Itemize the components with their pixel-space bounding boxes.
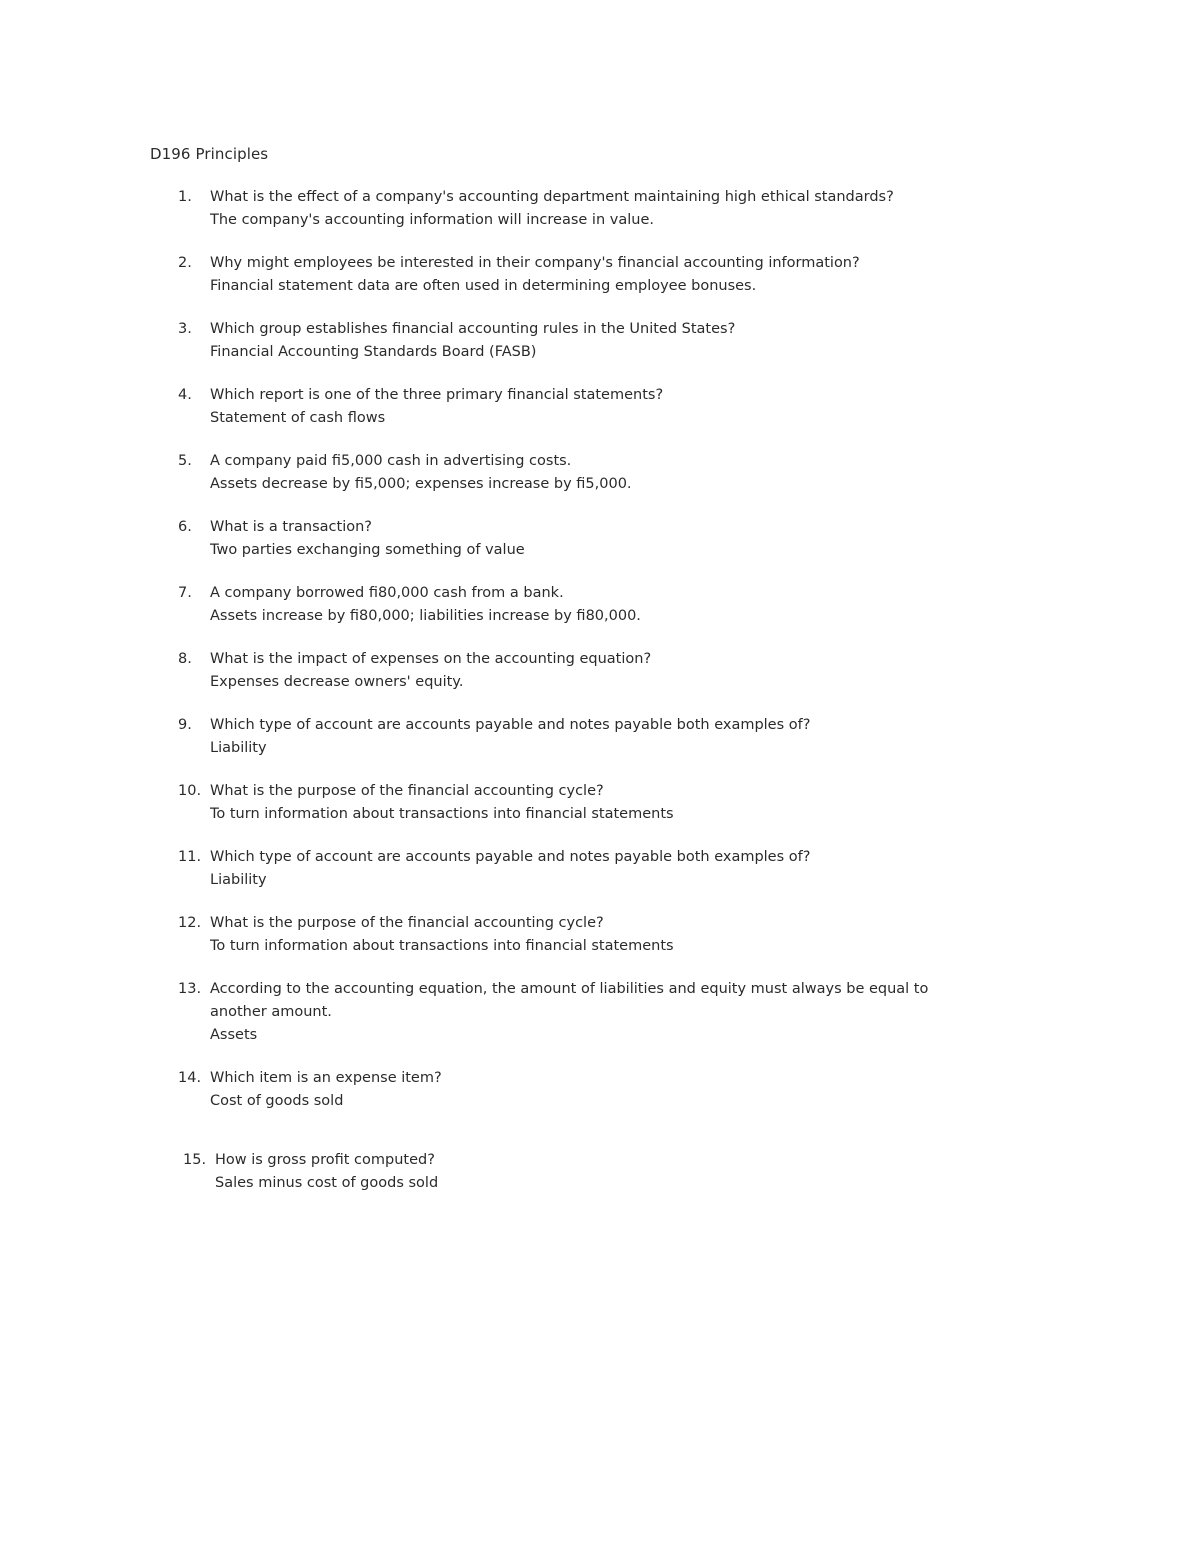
item-answer: Liability [210, 872, 267, 888]
list-item [178, 912, 938, 958]
list-item [178, 384, 938, 430]
item-answer: Sales minus cost of goods sold [215, 1175, 439, 1191]
item-question: Which report is one of the three primary financial statements? [210, 387, 664, 403]
list-item [178, 450, 938, 496]
item-number: 5. [178, 453, 192, 469]
item-question: Why might employees be interested in their company's financial accounting information? [210, 255, 860, 271]
list-item [178, 1067, 938, 1113]
list-item [183, 1149, 938, 1195]
item-number: 13. [178, 981, 202, 997]
item-answer: Two parties exchanging something of value [210, 542, 525, 558]
list-item [178, 318, 938, 364]
item-number: 3. [178, 321, 192, 337]
item-answer: Expenses decrease owners' equity. [210, 674, 464, 690]
list-item [178, 186, 938, 232]
item-number: 15. [183, 1152, 207, 1168]
item-answer: Liability [210, 740, 267, 756]
list-item [178, 780, 938, 826]
item-question: What is the purpose of the financial accounting cycle? [210, 783, 604, 799]
item-question: Which type of account are accounts payable and notes payable both examples of? [210, 717, 811, 733]
item-answer: Assets increase by fi80,000; liabilities increase by fi80,000. [210, 608, 641, 624]
item-question: Which item is an expense item? [210, 1070, 442, 1086]
item-question: A company paid fi5,000 cash in advertising costs. [210, 453, 572, 469]
item-question: Which group establishes financial accounting rules in the United States? [210, 321, 736, 337]
item-number: 4. [178, 387, 192, 403]
list-item [178, 582, 938, 628]
item-answer: Assets decrease by fi5,000; expenses increase by fi5,000. [210, 476, 632, 492]
item-answer: To turn information about transactions into financial statements [210, 806, 674, 822]
item-answer: The company's accounting information will increase in value. [210, 212, 654, 228]
page-title: D196 Principles [150, 145, 269, 163]
item-number: 11. [178, 849, 202, 865]
item-number: 6. [178, 519, 192, 535]
item-question: A company borrowed fi80,000 cash from a bank. [210, 585, 564, 601]
item-question: According to the accounting equation, the amount of liabilities and equity must always be equal to another amount. [210, 981, 929, 1020]
item-number: 9. [178, 717, 192, 733]
list-item [178, 648, 938, 694]
question-list [178, 186, 938, 1195]
list-item [178, 846, 938, 892]
item-number: 7. [178, 585, 192, 601]
item-number: 1. [178, 189, 192, 205]
item-number: 12. [178, 915, 202, 931]
item-answer: Assets [210, 1027, 258, 1043]
item-question: What is the effect of a company's accounting department maintaining high ethical standards? [210, 189, 894, 205]
item-answer: Cost of goods sold [210, 1093, 344, 1109]
item-answer: Financial statement data are often used in determining employee bonuses. [210, 278, 757, 294]
item-number: 2. [178, 255, 192, 271]
item-number: 14. [178, 1070, 202, 1086]
list-item [178, 252, 938, 298]
list-item [178, 978, 938, 1047]
item-number: 10. [178, 783, 202, 799]
item-answer: To turn information about transactions into financial statements [210, 938, 674, 954]
item-answer: Financial Accounting Standards Board (FASB) [210, 344, 537, 360]
item-question: What is a transaction? [210, 519, 372, 535]
item-question: How is gross profit computed? [215, 1152, 435, 1168]
item-question: What is the purpose of the financial accounting cycle? [210, 915, 604, 931]
item-question: What is the impact of expenses on the accounting equation? [210, 651, 652, 667]
item-number: 8. [178, 651, 192, 667]
item-answer: Statement of cash flows [210, 410, 386, 426]
list-item [178, 516, 938, 562]
list-item [178, 714, 938, 760]
item-question: Which type of account are accounts payable and notes payable both examples of? [210, 849, 811, 865]
